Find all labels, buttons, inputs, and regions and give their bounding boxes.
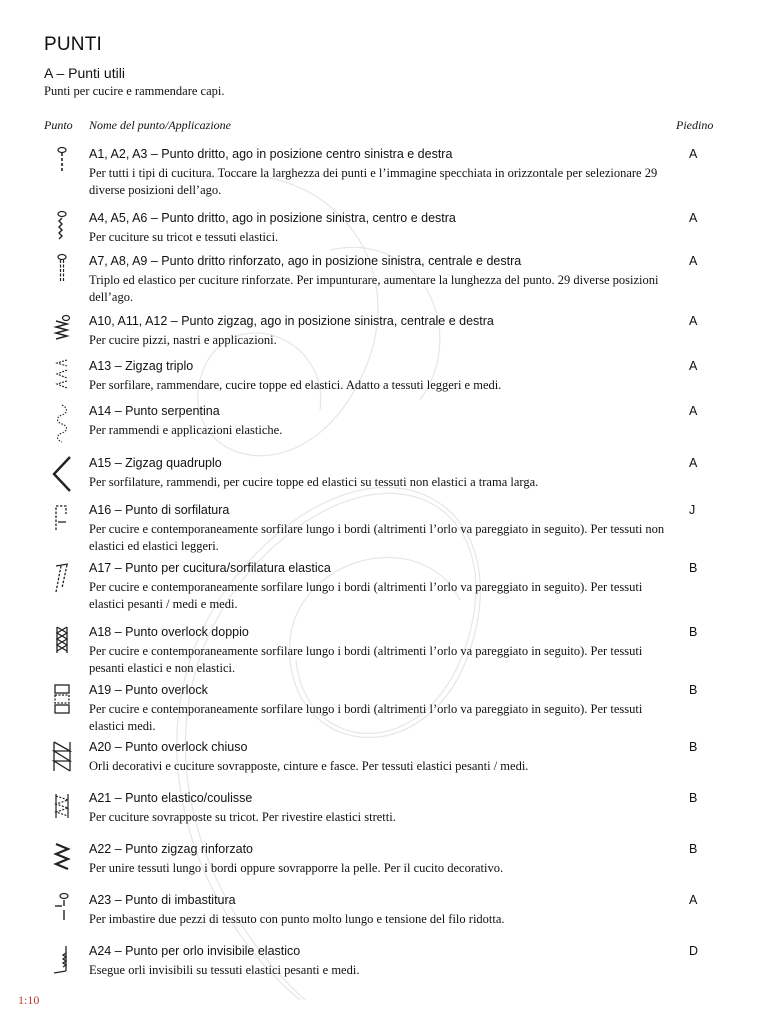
stitch-description: Per cuciture su tricot e tessuti elastici. (89, 230, 279, 244)
stitch-description: Per sorfilature, rammendi, per cucire toppe ed elastici su tessuti non elastici a trama larga. (89, 475, 539, 489)
presser-foot: A (689, 893, 698, 907)
stitch-name: A15 – Zigzag quadruplo (89, 456, 222, 470)
stitch-name: A17 – Punto per cucitura/sorfilatura elastica (89, 561, 331, 575)
presser-foot: B (689, 740, 698, 754)
basting-stitch-icon (50, 892, 74, 922)
stitch-description: Orli decorativi e cuciture sovrapposte, cinture e fasce. Per tessuti elastici pesanti / medi. (89, 759, 529, 773)
elastic-stitch-icon (50, 790, 74, 820)
stitch-description: Esegue orli invisibili su tessuti elastici pesanti e medi. (89, 963, 360, 977)
presser-foot: J (689, 503, 696, 517)
stitch-description: Per tutti i tipi di cucitura. Toccare la larghezza dei punti e l’immagine specchiata in orizzontale per selezionare 29 diverse posizioni dell’ago. (89, 166, 658, 197)
presser-foot: B (689, 791, 698, 805)
quadruple-zigzag-icon (50, 455, 74, 493)
zigzag-stitch-icon (50, 313, 74, 343)
stretch-straight-stitch-icon (50, 210, 74, 242)
stitch-description: Per rammendi e applicazioni elastiche. (89, 423, 283, 437)
stitch-description: Per cucire e contemporaneamente sorfilare lungo i bordi (altrimenti l’orlo va pareggiato in seguito). Per tessuti elastici pesanti / medi e medi. (89, 580, 643, 611)
column-header-stitch: Punto (44, 118, 73, 132)
stitch-name: A21 – Punto elastico/coulisse (89, 791, 253, 805)
stretch-overcast-icon (50, 560, 74, 594)
closed-overlock-icon (50, 739, 74, 773)
reinforced-zigzag-icon (50, 841, 74, 873)
stitch-description: Per unire tessuti lungo i bordi oppure sovrapporre la pelle. Per il cucito decorativo. (89, 861, 504, 875)
presser-foot: B (689, 683, 698, 697)
stitch-name: A16 – Punto di sorfilatura (89, 503, 230, 517)
presser-foot: B (689, 625, 698, 639)
page-title: PUNTI (44, 34, 102, 55)
stitch-name: A1, A2, A3 – Punto dritto, ago in posizione centro sinistra e destra (89, 147, 453, 161)
overlock-icon (50, 682, 74, 716)
presser-foot: A (689, 147, 698, 161)
presser-foot: B (689, 842, 698, 856)
stitch-name: A7, A8, A9 – Punto dritto rinforzato, ago in posizione sinistra, centrale e destra (89, 254, 522, 268)
stitch-name: A10, A11, A12 – Punto zigzag, ago in posizione sinistra, centrale e destra (89, 314, 494, 328)
stitch-description: Per imbastire due pezzi di tessuto con punto molto lungo e tensione del filo ridotta. (89, 912, 505, 926)
triple-straight-stitch-icon (50, 253, 74, 283)
stitch-name: A24 – Punto per orlo invisibile elastico (89, 944, 301, 958)
overcast-stitch-icon (50, 502, 74, 532)
presser-foot: A (689, 211, 698, 225)
column-header-foot: Piedino (676, 118, 714, 132)
presser-foot: A (689, 314, 698, 328)
stitch-description: Per cucire e contemporaneamente sorfilare lungo i bordi (altrimenti l’orlo va pareggiato in seguito). Per tessuti elastici medi. (89, 702, 643, 733)
stitch-name: A23 – Punto di imbastitura (89, 893, 236, 907)
presser-foot: D (689, 944, 699, 958)
presser-foot: A (689, 359, 698, 373)
stitch-description: Triplo ed elastico per cuciture rinforzate. Per impunturare, aumentare la lunghezza del punto. 29 diverse posizioni dell’ago. (89, 273, 659, 304)
stitch-name: A18 – Punto overlock doppio (89, 625, 249, 639)
stitch-description: Per sorfilare, rammendare, cucire toppe ed elastici. Adatto a tessuti leggeri e medi. (89, 378, 502, 392)
stitch-description: Per cucire pizzi, nastri e applicazioni. (89, 333, 277, 347)
presser-foot: A (689, 254, 698, 268)
stitch-name: A20 – Punto overlock chiuso (89, 740, 248, 754)
page-number: 1:10 (18, 993, 40, 1007)
stitch-name: A19 – Punto overlock (89, 683, 208, 697)
straight-stitch-icon (50, 146, 74, 174)
stitch-name: A13 – Zigzag triplo (89, 359, 194, 373)
stitch-name: A4, A5, A6 – Punto dritto, ago in posizione sinistra, centro e destra (89, 211, 456, 225)
blind-hem-icon (50, 943, 74, 975)
double-overlock-icon (50, 624, 74, 656)
serpentine-stitch-icon (50, 403, 74, 443)
presser-foot: A (689, 404, 698, 418)
section-description: Punti per cucire e rammendare capi. (44, 84, 225, 98)
column-header-name: Nome del punto/Applicazione (89, 118, 231, 132)
stitch-description: Per cuciture sovrapposte su tricot. Per rivestire elastici stretti. (89, 810, 396, 824)
stitch-description: Per cucire e contemporaneamente sorfilare lungo i bordi (altrimenti l’orlo va pareggiato in seguito). Per tessuti non elastici ed elastici leggeri. (89, 522, 665, 553)
triple-zigzag-icon (50, 358, 74, 390)
stitch-description: Per cucire e contemporaneamente sorfilare lungo i bordi (altrimenti l’orlo va pareggiato in seguito). Per tessuti pesanti elastici e non elastici. (89, 644, 643, 675)
section-title: A – Punti utili (44, 65, 125, 81)
stitch-name: A22 – Punto zigzag rinforzato (89, 842, 253, 856)
stitch-name: A14 – Punto serpentina (89, 404, 220, 418)
presser-foot: B (689, 561, 698, 575)
presser-foot: A (689, 456, 698, 470)
